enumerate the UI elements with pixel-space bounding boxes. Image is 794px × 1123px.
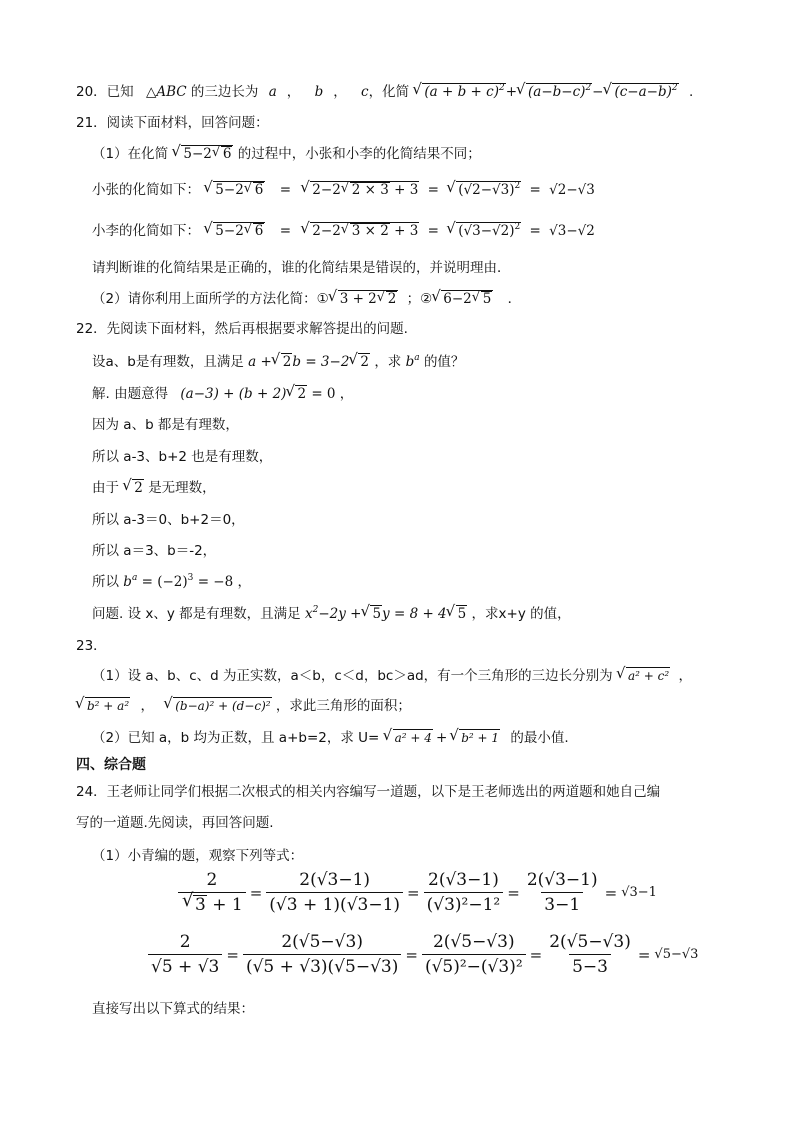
q22-l2-post: = 0 ， xyxy=(311,386,354,402)
q22-title: 22．先阅读下面材料，然后再根据要求解答提出的问题. xyxy=(76,321,408,337)
q24-equation-2: $\frac{2}{√5 + √3}$ = $\frac{2(√5-√3)}{(√5 + √3)(√5-√3)}$ = $\frac{2(√5-√3)}{\text{(√5)²−(√3)²}}$ = $\frac{2(√5-√3)}{5-3}$ = √5−√3 xyxy=(146,932,698,977)
q22-line3: 因为 a、b 都是有理数， xyxy=(92,417,239,433)
q22-l9-expr-b: y = 8 + 4 xyxy=(382,606,447,622)
q22-sqrt2: √ 2 xyxy=(358,353,370,371)
q24-line1: 24．王老师让同学们根据二次根式的相关内容编写一道题，以下是王老师选出的两道题和她自己编 xyxy=(76,784,661,800)
q21-zhang-step1: √ 5−2√ 6 xyxy=(213,181,265,199)
q20-simplify: ，化简 xyxy=(368,84,410,100)
q23-p2-radical-2: √ b² + 1 xyxy=(459,729,500,747)
q24-direct: 直接写出以下算式的结果： xyxy=(92,1001,254,1017)
q20-radical-3: √ $(c-a-b)^2$ xyxy=(612,83,678,101)
q21-li-result: √3−√2 xyxy=(549,223,595,239)
q20-minus: − xyxy=(592,84,604,100)
q22-sqrt5: √ 5 xyxy=(370,605,382,623)
q21-eq: = xyxy=(279,223,291,239)
q21-p1-radical: √ 5−2√ 6 xyxy=(181,145,233,163)
q23-p1-pre: （1）设 a、b、c、d 为正实数，a＜b，c＜d，bc＞ad，有一个三角形的三边长分别为 xyxy=(92,668,613,684)
q22-line4: 所以 a-3、b+2 也是有理数， xyxy=(92,449,273,465)
q22-l2-pre: 解. 由题意得 xyxy=(92,386,169,402)
q21-eq: = xyxy=(529,223,541,239)
section-4-title: 四、综合题 xyxy=(76,757,146,773)
q21-zhang-result: √2−√3 xyxy=(549,182,595,198)
q22-line6: 所以 a-3＝0、b+2＝0， xyxy=(92,512,245,528)
q23-plus: + xyxy=(435,730,448,746)
q24-line2: 写的一道题.先阅读，再回答问题. xyxy=(76,815,274,831)
q22-sqrt2: √ 2 xyxy=(132,479,144,497)
q21-p2-radical-1: √ 3 + 2√ 2 xyxy=(338,290,399,308)
q21-p2-mid: ；② xyxy=(406,291,433,307)
q21-li-step1: √ 5−2√ 6 xyxy=(213,222,265,240)
q22-b-pow-a: $b^a$ xyxy=(405,353,420,370)
q22-line2 xyxy=(92,384,353,404)
q20-var-b: b xyxy=(314,84,324,100)
q22-l1-expr-a: a + xyxy=(248,354,272,370)
q22-l5-post: 是无理数， xyxy=(148,480,216,496)
q22-l8-pre: 所以 xyxy=(92,574,119,590)
q20-line xyxy=(76,82,693,102)
q23-part1-line1 xyxy=(92,666,692,686)
q21-li xyxy=(92,221,595,241)
q22-l8-post: = −8 ， xyxy=(197,574,251,590)
q21-li-label: 小李的化简如下： xyxy=(92,223,200,239)
q22-sqrt2: √ 2 xyxy=(295,385,307,403)
q22-l1-post: ，求 xyxy=(374,354,402,370)
q21-part1 xyxy=(92,144,481,164)
q21-title: 21．阅读下面材料，回答问题： xyxy=(76,115,269,131)
q21-li-step3: √ $(√3-√2)^2$ xyxy=(456,222,521,240)
q22-line5 xyxy=(92,478,216,498)
q23-p1-post: ，求此三角形的面积； xyxy=(275,698,411,714)
q22-line9 xyxy=(92,604,571,624)
q22-l9-pre: 问题. 设 x、y 都是有理数，且满足 xyxy=(92,606,301,622)
q22-x-squared: $x^2$ xyxy=(304,605,319,622)
fraction: $\frac{2(√5-√3)}{\text{(√5)²−(√3)²}}$ xyxy=(422,932,526,977)
q24-equation-1: 2 √ 3 + 1 = $\frac{2(√3-1)}{(√3 + 1)(√3-1)}$ = $\frac{2(√3-1)}{\text{(√3)²−1²}}$ = $\frac{2(√3-1)}{3-1}$ = √3−1 xyxy=(176,870,657,915)
q22-line1 xyxy=(92,352,464,372)
q22-l8-expr: = (−2) xyxy=(141,574,188,590)
q20-sep: ， xyxy=(333,84,347,100)
q20-triangle: △ABC xyxy=(145,84,187,100)
q21-p2-end: ． xyxy=(507,291,522,307)
fraction: $\frac{2(√5-√3)}{5-3}$ xyxy=(549,932,631,977)
q23-side-1: √ a² + c² xyxy=(626,667,670,685)
q21-zhang xyxy=(92,180,595,200)
fraction: $\frac{2}{√5 + √3}$ xyxy=(148,932,222,977)
q23-p2-post: 的最小值. xyxy=(510,730,569,746)
q22-line7: 所以 a＝3、b＝-2， xyxy=(92,543,217,559)
q22-l1-pre: 设a、b是有理数，且满足 xyxy=(92,354,244,370)
q21-eq: = xyxy=(529,182,541,198)
q22-l9-post: ，求x+y 的值， xyxy=(471,606,571,622)
q21-eq: = xyxy=(427,182,439,198)
q22-l5-pre: 由于 xyxy=(92,480,119,496)
q23-part2 xyxy=(92,728,569,748)
fraction: $\frac{2(√3-1)}{\text{(√3)²−1²}}$ xyxy=(424,870,504,915)
q23-title: 23． xyxy=(76,638,107,654)
q23-side-3: √ (b−a)² + (d−c)² xyxy=(173,697,271,715)
q23-p2-pre: （2）已知 a，b 均为正数，且 a+b=2，求 U= xyxy=(92,730,380,746)
q21-p2-pre: （2）请你利用上面所学的方法化简：① xyxy=(92,291,329,307)
equation-2-result: √5−√3 xyxy=(654,947,699,962)
q20-prefix: 20．已知 xyxy=(76,84,134,100)
q22-sqrt5: √ 5 xyxy=(456,605,468,623)
q20-plus: + xyxy=(505,84,518,100)
q23-p2-radical-1: √ a² + 4 xyxy=(393,729,433,747)
fraction: 2 √ 3 + 1 xyxy=(178,870,246,915)
q22-l2-expr: (a−3) + (b + 2) xyxy=(180,386,287,402)
fraction: $\frac{2(√3-1)}{3-1}$ xyxy=(526,870,598,915)
q22-sqrt2: √ 2 xyxy=(281,353,293,371)
q20-sep: ， xyxy=(286,84,301,100)
fraction: $\frac{2(√5-√3)}{(√5 + √3)(√5-√3)}$ xyxy=(243,932,401,977)
q21-p1-pre: （1）在化简 xyxy=(92,146,169,162)
q20-var-a: a xyxy=(268,84,277,100)
q22-l1-expr-b: b = 3−2 xyxy=(292,354,350,370)
q21-judge: 请判断谁的化简结果是正确的，谁的化简结果是错误的，并说明理由． xyxy=(92,260,511,276)
q22-b-pow-a: $b^a$ xyxy=(123,573,138,590)
q20-radical-1: √ $(a + b + c)^2$ xyxy=(422,83,505,101)
q21-li-step2: √ 2−2√ 3 × 2 + 3 xyxy=(310,222,419,240)
q21-eq: = xyxy=(427,223,439,239)
q21-zhang-step2: √ 2−2√ 2 × 3 + 3 xyxy=(310,181,419,199)
q24-part1: （1）小青编的题，观察下列等式： xyxy=(92,848,304,864)
q21-p1-post: 的过程中，小张和小李的化简结果不同； xyxy=(237,146,481,162)
q23-part1-line2 xyxy=(76,696,411,716)
q22-line8 xyxy=(92,572,251,592)
q22-l1-q: 的值？ xyxy=(423,354,465,370)
q23-comma: ， xyxy=(678,668,692,684)
q23-comma: ， xyxy=(140,698,154,714)
q20-mid: 的三边长为 xyxy=(190,84,259,100)
q20-var-c: c xyxy=(361,84,369,100)
q22-l9-expr-a: −2y + xyxy=(318,606,362,622)
q21-zhang-step3: √ $(√2-√3)^2$ xyxy=(456,181,521,199)
q21-eq: = xyxy=(279,182,291,198)
q21-zhang-label: 小张的化简如下： xyxy=(92,182,200,198)
q22-exp3: 3 xyxy=(187,573,194,583)
fraction: $\frac{2(√3-1)}{(√3 + 1)(√3-1)}$ xyxy=(266,870,403,915)
q23-side-2: √ b² + a² xyxy=(85,697,130,715)
equation-1-result: √3−1 xyxy=(621,885,657,900)
q20-radical-2: √ $(a-b-c)^2$ xyxy=(526,83,592,101)
q21-p2-radical-2: √ 6−2√ 5 xyxy=(441,290,493,308)
q20-end: . xyxy=(688,84,694,100)
q21-part2 xyxy=(92,289,521,309)
